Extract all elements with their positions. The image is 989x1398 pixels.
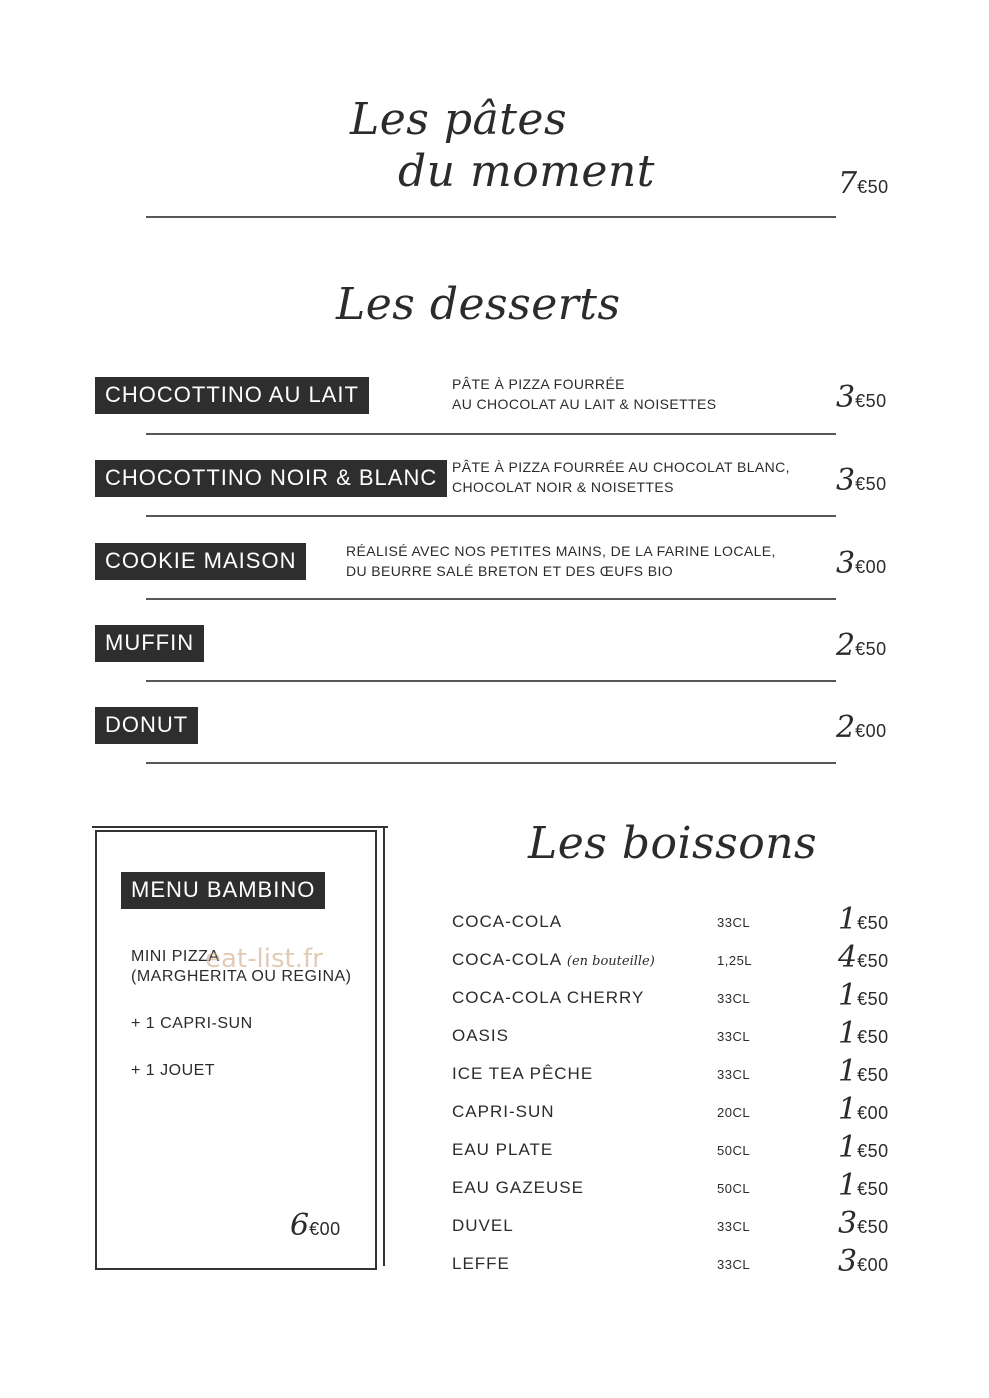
drink-name: [452, 912, 562, 932]
drink-row: [452, 1168, 902, 1203]
dessert-desc-line: PÂTE À PIZZA FOURRÉE AU CHOCOLAT BLANC,: [452, 459, 790, 475]
dessert-desc: [452, 457, 790, 497]
drink-price: [838, 1206, 889, 1241]
drink-price: [838, 978, 889, 1013]
bambino-title: MENU BAMBINO: [121, 872, 325, 909]
dessert-name-chocottino-noir-blanc: CHOCOTTINO NOIR & BLANC: [95, 460, 447, 497]
pates-title-line2: du moment: [398, 146, 655, 197]
price-cents: €50: [857, 989, 889, 1009]
drink-row: [452, 1016, 902, 1051]
drink-volume: 1,25L: [717, 953, 753, 968]
drink-volume: 33CL: [717, 1029, 751, 1044]
price-main: 3: [838, 1244, 858, 1279]
price-cents: €50: [855, 391, 887, 411]
drink-row: [452, 978, 902, 1013]
price-cents: €50: [857, 1141, 889, 1161]
drink-price: [838, 940, 889, 975]
price-main: 1: [838, 978, 858, 1013]
drink-note: (en bouteille): [566, 954, 655, 969]
drink-row: [452, 940, 902, 975]
price-main: 1: [838, 1054, 858, 1089]
drink-price: [838, 1244, 889, 1279]
drink-volume: 50CL: [717, 1143, 751, 1158]
dessert-name-donut: DONUT: [95, 707, 198, 744]
drink-name: [452, 1064, 593, 1084]
bambino-frame-side: [383, 826, 385, 1266]
drink-volume: 33CL: [717, 1219, 751, 1234]
bambino-line: + 1 JOUET: [131, 1062, 216, 1079]
dessert-desc-line: DU BEURRE SALÉ BRETON ET DES ŒUFS BIO: [346, 563, 674, 579]
drink-label: EAU GAZEUSE: [452, 1178, 584, 1197]
drink-name: [452, 1254, 510, 1274]
price-cents: €50: [857, 1217, 889, 1237]
drink-row: [452, 1130, 902, 1165]
watermark: eat-list.fr: [205, 944, 323, 974]
price-main: 3: [836, 546, 856, 581]
drink-volume: 33CL: [717, 915, 751, 930]
divider: [146, 216, 836, 218]
price-cents: €50: [857, 913, 889, 933]
drink-price: [838, 1092, 889, 1127]
drink-price: [838, 1054, 889, 1089]
divider: [146, 433, 836, 435]
dessert-name-cookie-maison: COOKIE MAISON: [95, 543, 306, 580]
drink-name: [452, 1102, 555, 1122]
drink-label: LEFFE: [452, 1254, 510, 1273]
drink-label: DUVEL: [452, 1216, 514, 1235]
price-cents: €00: [309, 1219, 341, 1239]
drink-label: CAPRI-SUN: [452, 1102, 555, 1121]
price-cents: €00: [857, 1103, 889, 1123]
divider: [146, 515, 836, 517]
drink-label: OASIS: [452, 1026, 509, 1045]
divider: [146, 598, 836, 600]
drink-price: [838, 1016, 889, 1051]
price-main: 3: [838, 1206, 858, 1241]
price-main: 1: [838, 1130, 858, 1165]
price-main: 7: [838, 166, 858, 201]
drink-name: [452, 988, 644, 1008]
drink-name: [452, 950, 655, 970]
price-cents: €50: [855, 474, 887, 494]
drink-label: COCA-COLA: [452, 950, 562, 969]
pates-price: [838, 166, 889, 201]
drink-volume: 50CL: [717, 1181, 751, 1196]
dessert-name-muffin: MUFFIN: [95, 625, 204, 662]
drink-row: [452, 1244, 902, 1279]
drink-label: COCA-COLA: [452, 912, 563, 931]
drink-volume: 33CL: [717, 991, 751, 1006]
dessert-price: [836, 628, 887, 663]
dessert-name-chocottino-lait: CHOCOTTINO AU LAIT: [95, 377, 369, 414]
bambino-line: (MARGHERITA OU REGINA): [131, 968, 352, 985]
dessert-desc-line: PÂTE À PIZZA FOURRÉE: [452, 376, 625, 392]
drink-price: [838, 902, 889, 937]
price-main: 1: [838, 902, 858, 937]
drink-label: COCA-COLA CHERRY: [452, 988, 645, 1007]
price-main: 4: [838, 940, 858, 975]
bambino-line: + 1 CAPRI-SUN: [131, 1015, 253, 1032]
dessert-price: [836, 380, 887, 415]
dessert-desc-line: RÉALISÉ AVEC NOS PETITES MAINS, DE LA FARINE LOCALE,: [346, 543, 776, 559]
drink-volume: 33CL: [717, 1067, 751, 1082]
drink-name: [452, 1216, 514, 1236]
price-cents: €00: [855, 721, 887, 741]
price-main: 1: [838, 1168, 858, 1203]
price-main: 1: [838, 1016, 858, 1051]
drink-price: [838, 1168, 889, 1203]
price-cents: €50: [857, 177, 889, 197]
price-main: 2: [836, 710, 856, 745]
dessert-desc: [346, 541, 776, 581]
pates-title-line1: Les pâtes: [350, 94, 568, 145]
divider: [146, 680, 836, 682]
drink-volume: 33CL: [717, 1257, 751, 1272]
dessert-price: [836, 710, 887, 745]
price-cents: €50: [855, 639, 887, 659]
drink-row: [452, 902, 902, 937]
price-main: 1: [838, 1092, 858, 1127]
bambino-line: MINI PIZZA: [131, 948, 220, 965]
dessert-desc: [452, 374, 716, 414]
dessert-desc-line: CHOCOLAT NOIR & NOISETTES: [452, 479, 674, 495]
drink-label: EAU PLATE: [452, 1140, 554, 1159]
drink-name: [452, 1178, 584, 1198]
drink-name: [452, 1026, 509, 1046]
drink-label: ICE TEA PÊCHE: [452, 1064, 594, 1083]
price-cents: €50: [857, 951, 889, 971]
price-cents: €50: [857, 1027, 889, 1047]
drink-row: [452, 1092, 902, 1127]
price-cents: €00: [855, 557, 887, 577]
drink-row: [452, 1206, 902, 1241]
drink-price: [838, 1130, 889, 1165]
price-main: 3: [836, 380, 856, 415]
boissons-title: Les boissons: [528, 818, 818, 869]
divider: [146, 762, 836, 764]
price-main: 6: [290, 1208, 310, 1243]
price-cents: €50: [857, 1179, 889, 1199]
drink-name: [452, 1140, 553, 1160]
price-main: 3: [836, 463, 856, 498]
price-main: 2: [836, 628, 856, 663]
drink-volume: 20CL: [717, 1105, 751, 1120]
dessert-price: [836, 546, 887, 581]
drink-row: [452, 1054, 902, 1089]
price-cents: €50: [857, 1065, 889, 1085]
dessert-price: [836, 463, 887, 498]
dessert-desc-line: AU CHOCOLAT AU LAIT & NOISETTES: [452, 396, 717, 412]
bambino-price: [290, 1208, 341, 1243]
desserts-title: Les desserts: [336, 279, 621, 330]
price-cents: €00: [857, 1255, 889, 1275]
